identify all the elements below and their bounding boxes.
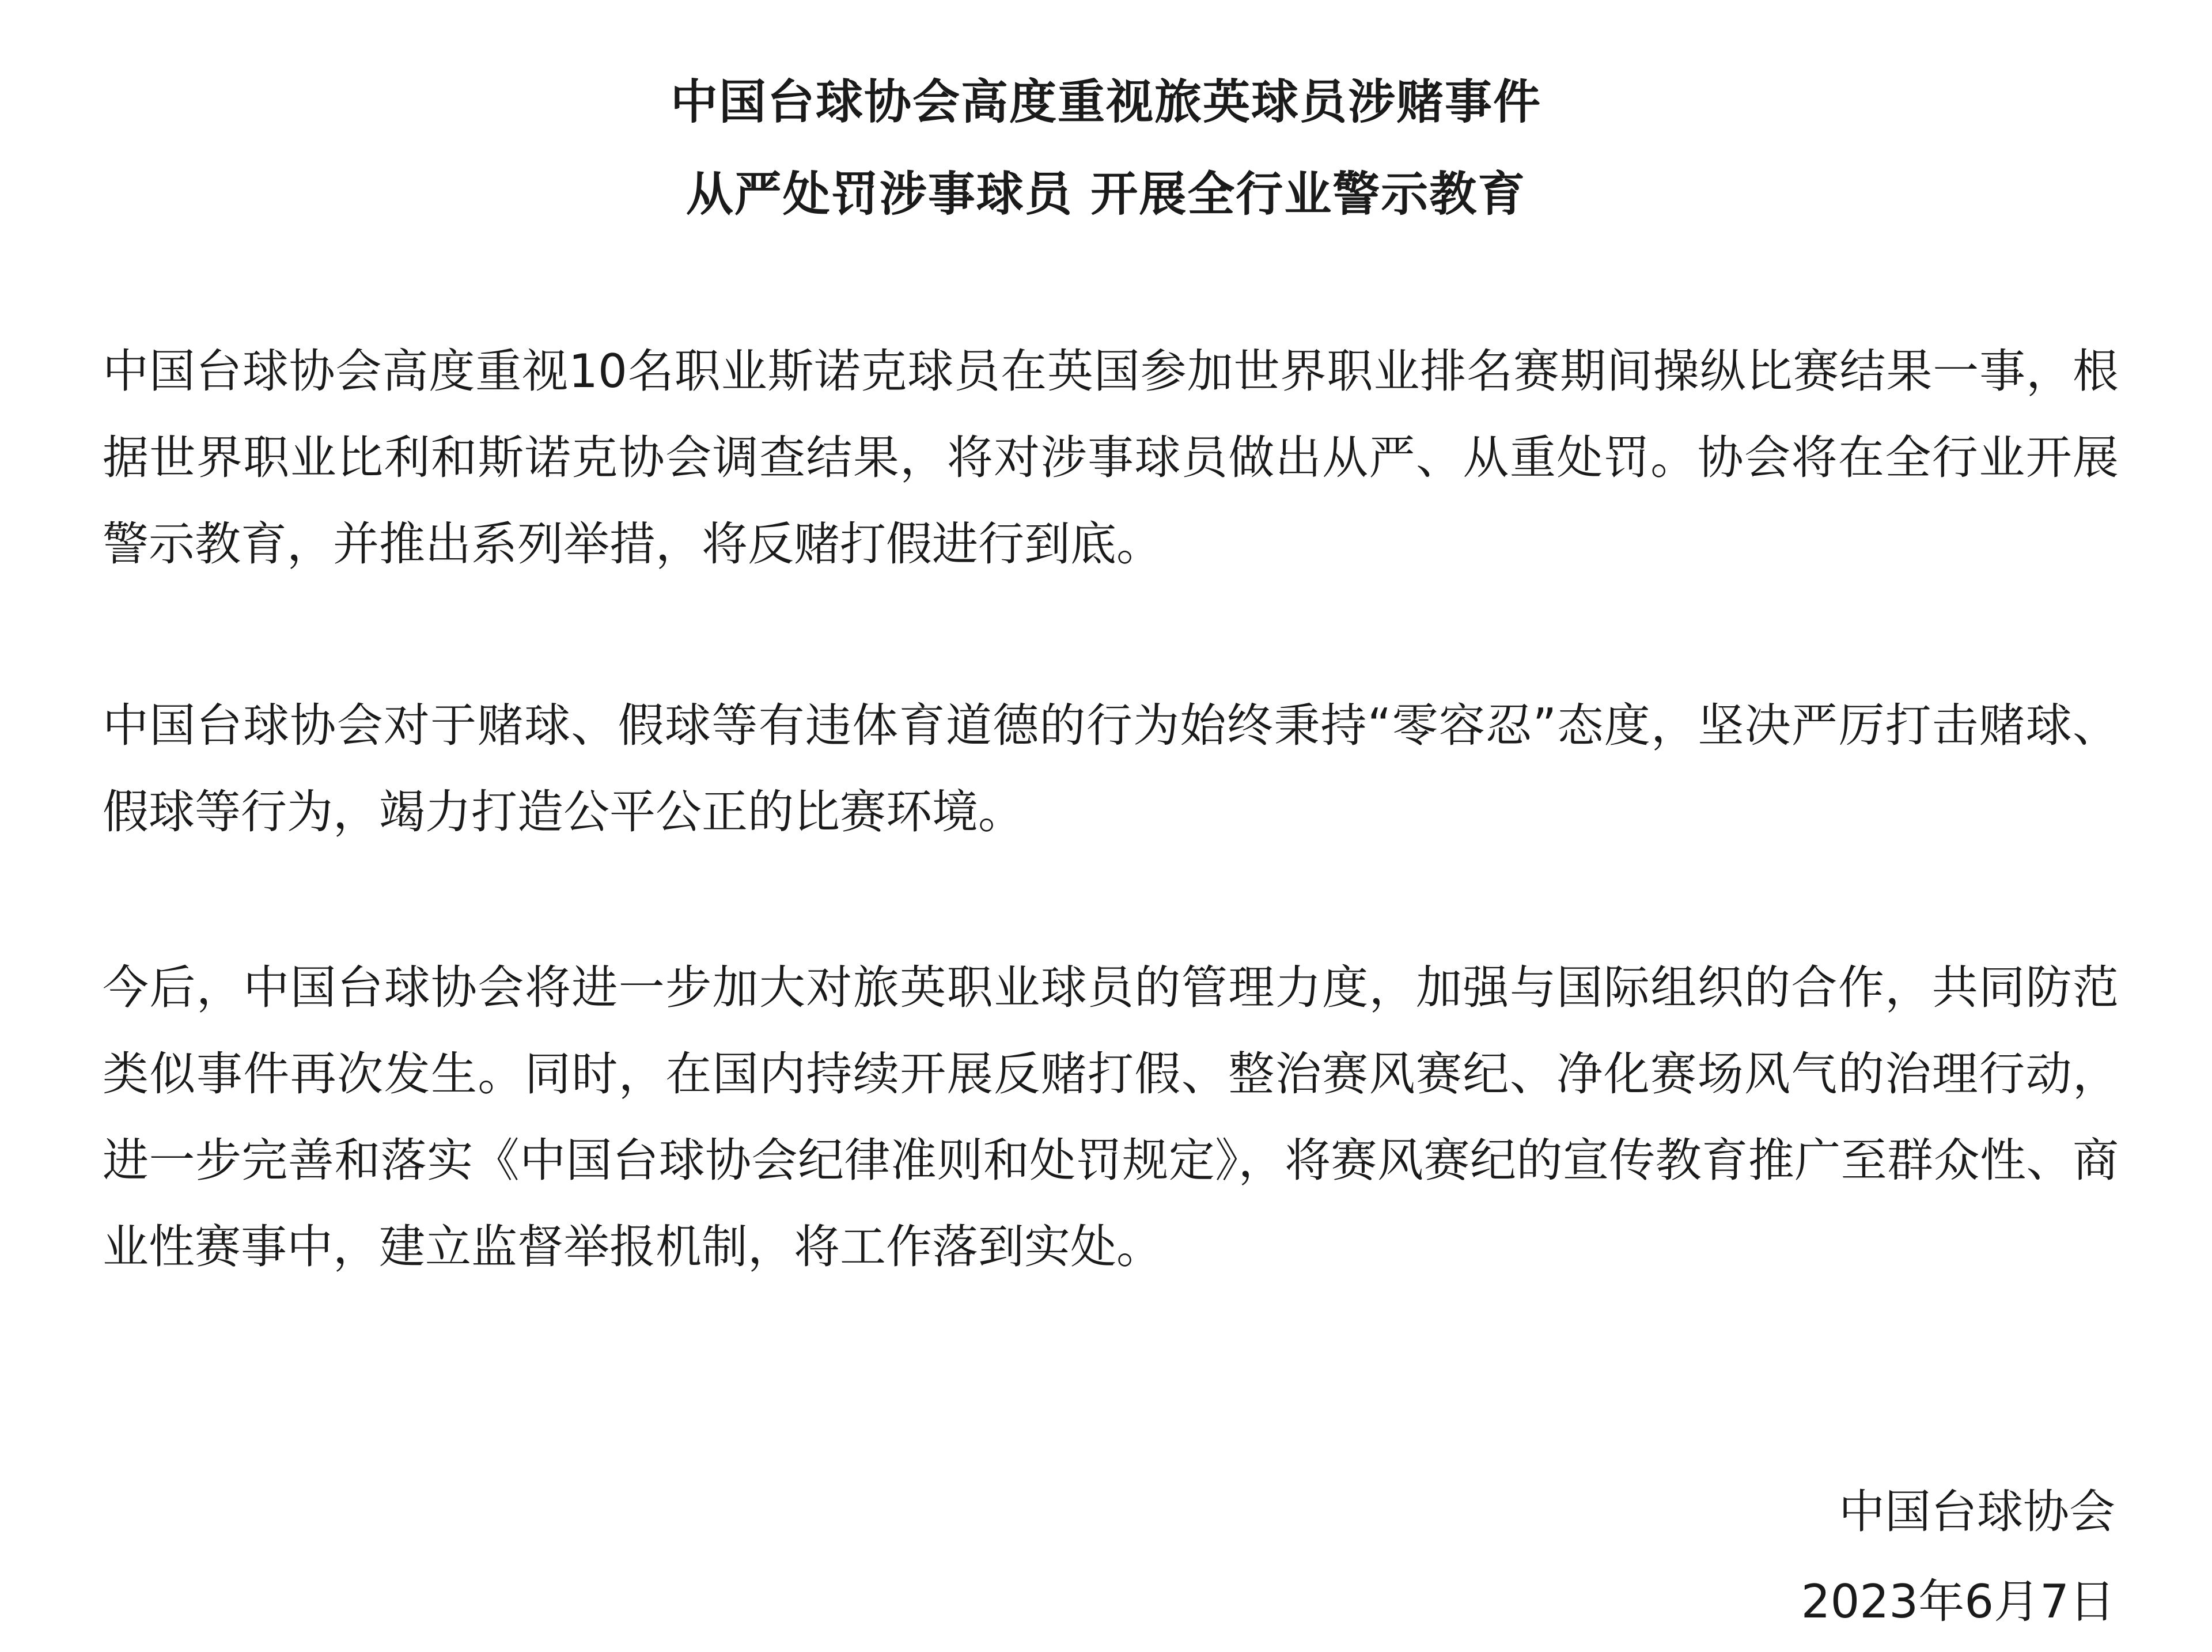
signature-date: 2023年6月7日 bbox=[1801, 1575, 2115, 1628]
paragraph-1: 中国台球协会高度重视10名职业斯诺克球员在英国参加世界职业排名赛期间操纵比赛结果一事，根据世界职业比利和斯诺克协会调查结果，将对涉事球员做出从严、从重处罚。协会将在全行业开展警示教育，并推出系列举措，将反赌打假进行到底。 bbox=[103, 344, 2119, 571]
document-title-line-2: 从严处罚涉事球员 开展全行业警示教育 bbox=[685, 167, 1527, 222]
signature-organization: 中国台球协会 bbox=[1839, 1485, 2115, 1539]
document-title-line-1: 中国台球协会高度重视旅英球员涉赌事件 bbox=[670, 75, 1541, 130]
paragraph-3: 今后，中国台球协会将进一步加大对旅英职业球员的管理力度，加强与国际组织的合作，共同防范类似事件再次发生。同时，在国内持续开展反赌打假、整治赛风赛纪、净化赛场风气的治理行动，进一步完善和落实《中国台球协会纪律准则和处罚规定》，将赛风赛纪的宣传教育推广至群众性、商业性赛事中，建立监督举报机制，将工作落到实处。 bbox=[103, 961, 2119, 1274]
paragraph-2: 中国台球协会对于赌球、假球等有违体育道德的行为始终秉持“零容忍”态度，坚决严厉打击赌球、假球等行为，竭力打造公平公正的比赛环境。 bbox=[103, 699, 2119, 839]
